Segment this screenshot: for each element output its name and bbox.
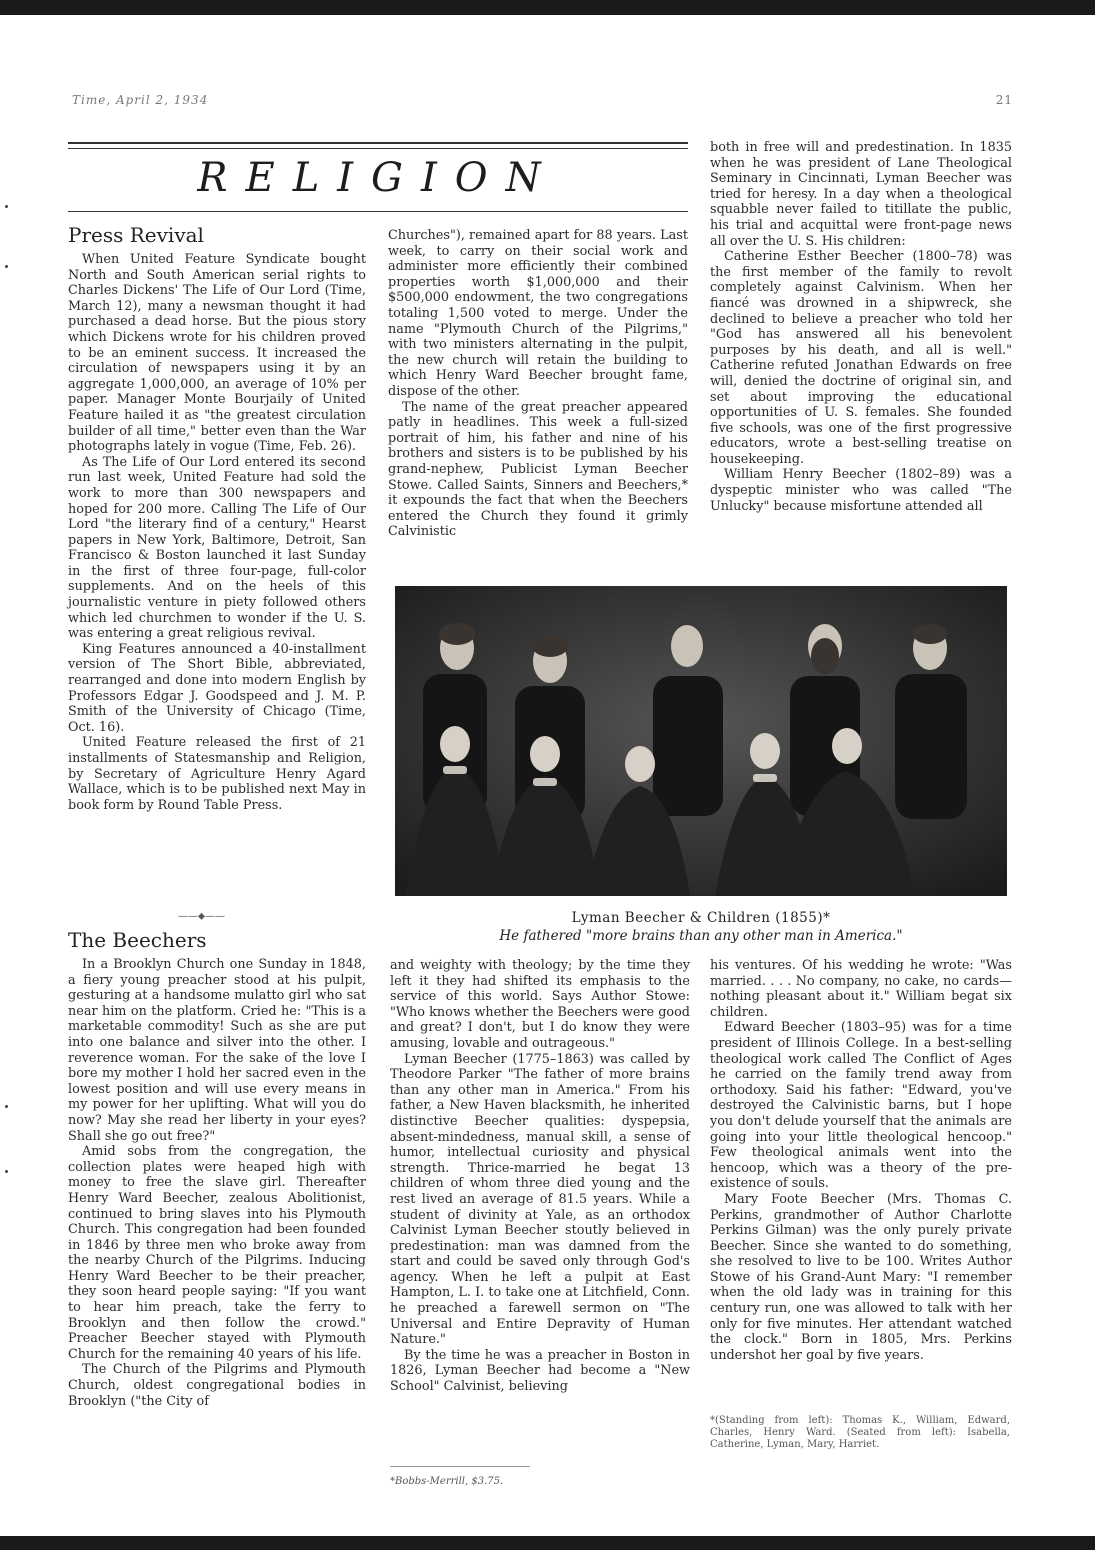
paragraph: As The Life of Our Lord entered its second run last week, United Feature had sold the work to more than 300 newspapers and hoped for 200 more. Calling The Life of Our Lord "the literary find of a century," Hearst papers in New York, Baltimore, Detroit, San Francisco & Boston launched it last Sunday in the first of three four-page, full-color supplements. And on the heels of this journalistic venture in piety followed others which led churchmen to wonder if the U. S. was entering a great religious revival. bbox=[68, 454, 366, 642]
paragraph: United Feature released the first of 21 installments of Statesmanship and Religion, by Secretary of Agriculture Henry Agard Wallace, which is to be published next May in book form by Round Table Press. bbox=[68, 735, 366, 813]
footnote-publisher: *Bobbs-Merrill, $3.75. bbox=[390, 1476, 504, 1487]
paragraph: Churches"), remained apart for 88 years. Last week, to carry on their social work and administer more efficiently their combined properties worth $1,000,000 and their $500,000 endowment, the two congregations totaling 1,500 voted to merge. Under the name "Plymouth Church of the Pilgrims," with two ministers alternating in the pulpit, the new church will retain the building to which Henry Ward Beecher brought fame, dispose of the other. bbox=[388, 228, 688, 399]
paragraph: his ventures. Of his wedding he wrote: "Was married. . . . No company, no cake, no cards—nothing pleasant about it." William begat six children. bbox=[710, 958, 1012, 1020]
photo-caption-quote: He fathered "more brains than any other man in America." bbox=[499, 928, 903, 944]
column-left-top bbox=[68, 224, 366, 813]
scan-top-border bbox=[0, 0, 1095, 15]
section-title: RELIGION bbox=[197, 155, 559, 201]
section-divider-ornament: ——⬥—— bbox=[178, 911, 225, 922]
paragraph: The Church of the Pilgrims and Plymouth Church, oldest congregational bodies in Brooklyn ("the City of bbox=[68, 1362, 366, 1409]
column-right-bottom bbox=[710, 958, 1012, 1363]
family-portrait-image bbox=[395, 586, 1007, 896]
paragraph: William Henry Beecher (1802–89) was a dyspeptic minister who was called "The Unlucky" because misfortune attended all bbox=[710, 467, 1012, 514]
paragraph: and weighty with theology; by the time they left it they had shifted its emphasis to the service of this world. Says Author Stowe: "Who knows whether the Beechers were good and great? I don't, but I do know they were amusing, lovable and outrageous." bbox=[390, 958, 690, 1051]
paragraph: Lyman Beecher (1775–1863) was called by Theodore Parker "The father of more brains than any other man in America." From his father, a New Haven blacksmith, he inherited distinctive Beecher qualities: dyspepsia, absent-mindedness, manual skill, a sense of humor, intellectual curiosity and physical strength. Thrice-married he begat 13 children of whom three died young and the rest lived an average of 81.5 years. While a student of divinity at Yale, as an orthodox Calvinist Lyman Beecher stoutly believed in predestination: man was damned from the start and could be saved only through God's agency. When he left a pulpit at East Hampton, L. I. to take one at Litchfield, Conn. he preached a farewell sermon on "The Universal and Entire Depravity of Human Nature." bbox=[390, 1051, 690, 1348]
paragraph: When United Feature Syndicate bought North and South American serial rights to Charles Dickens' The Life of Our Lord (Time, March 12), many a newsman thought it had purchased a dead horse. But the pious story which Dickens wrote for his children proved to be an eminent success. It increased the circulation of newspapers using it by an aggregate 1,000,000, an average of 10% per paper. Manager Monte Bourjaily of United Feature hailed it as "the greatest circulation builder of all time," better even than the War photographs lately in vogue (Time, Feb. 26). bbox=[68, 252, 366, 455]
photo-caption-title: Lyman Beecher & Children (1855)* bbox=[571, 910, 831, 926]
page-number: 21 bbox=[995, 93, 1013, 107]
margin-mark bbox=[5, 265, 8, 268]
running-header-date: Time, April 2, 1934 bbox=[72, 93, 209, 107]
margin-mark bbox=[5, 1170, 8, 1173]
column-middle-bottom bbox=[390, 958, 690, 1395]
section-rule-top-thin bbox=[68, 148, 688, 149]
column-left-bottom bbox=[68, 929, 366, 1409]
paragraph: Amid sobs from the congregation, the collection plates were heaped high with money to free the slave girl. Thereafter Henry Ward Beecher, zealous Abolitionist, continued to bring slaves into his Plymouth Church. This congregation had been founded in 1846 by three men who broke away from the nearby Church of the Pilgrims. Inducing Henry Ward Beecher to be their preacher, they soon heard people saying: "If you want to hear him preach, take the ferry to Brooklyn and then follow the crowd." Preacher Beecher stayed with Plymouth Church for the remaining 40 years of his life. bbox=[68, 1144, 366, 1362]
margin-mark bbox=[5, 205, 8, 208]
headline-the-beechers: The Beechers bbox=[68, 928, 207, 952]
section-rule-top bbox=[68, 142, 688, 144]
footnote-photo-identification: *(Standing from left): Thomas K., William, Edward, Charles, Henry Ward. (Seated from left): Isabella, Catherine, Lyman, Mary, Harriet. bbox=[710, 1415, 1010, 1450]
footnote-rule bbox=[390, 1466, 530, 1467]
paragraph: King Features announced a 40-installment version of The Short Bible, abbreviated, rearranged and done into modern English by Professors Edgar J. Goodspeed and J. M. P. Smith of the University of Chicago (Time, Oct. 16). bbox=[68, 641, 366, 735]
section-rule-bottom bbox=[68, 211, 688, 212]
column-right-top bbox=[710, 140, 1012, 514]
paragraph: The name of the great preacher appeared patly in headlines. This week a full-sized portrait of him, his father and nine of his brothers and sisters is to be published by his grand-nephew, Publicist Lyman Beecher Stowe. Called Saints, Sinners and Beechers,* it expounds the fact that when the Beechers entered the Church they found it grimly Calvinistic bbox=[388, 399, 688, 540]
margin-mark bbox=[5, 1105, 8, 1108]
paragraph: Edward Beecher (1803–95) was for a time president of Illinois College. In a best-selling theological work called The Conflict of Ages he carried on the family trend away from orthodoxy. Said his father: "Edward, you've destroyed the Calvinistic barns, but I hope you don't delude yourself that the animals are going into your little theological hencoop." Few theological animals went into the hencoop, which was a theory of the pre-existence of souls. bbox=[710, 1020, 1012, 1192]
paragraph: In a Brooklyn Church one Sunday in 1848, a fiery young preacher stood at his pulpit, gesturing at a handsome mulatto girl who sat near him on the platform. Cried he: "This is a marketable commodity! Such as she are put into one balance and silver into the other. I reverence woman. For the sake of the love I bore my mother I hold her sacred even in the lowest position and will use every means in my power for her uplifting. What will you do now? May she read her liberty in your eyes? Shall she go out free?" bbox=[68, 957, 366, 1144]
column-middle-top bbox=[388, 228, 688, 540]
paragraph: Mary Foote Beecher (Mrs. Thomas C. Perkins, grandmother of Author Charlotte Perkins Gilman) was the only purely private Beecher. Since she wanted to do something, she resolved to live to be 100. Writes Author Stowe of his Grand-Aunt Mary: "I remember when the old lady was in training for this century run, one was allowed to talk with her only for five minutes. Her attendant watched the clock." Born in 1805, Mrs. Perkins undershot her goal by five years. bbox=[710, 1191, 1012, 1363]
headline-press-revival: Press Revival bbox=[68, 223, 204, 247]
scan-bottom-border bbox=[0, 1536, 1095, 1550]
paragraph: By the time he was a preacher in Boston in 1826, Lyman Beecher had become a "New School" Calvinist, believing bbox=[390, 1347, 690, 1395]
paragraph: both in free will and predestination. In 1835 when he was president of Lane Theological Seminary in Cincinnati, Lyman Beecher was tried for heresy. In a day when a theological squabble never failed to titillate the public, his trial and acquittal were front-page news all over the U. S. His children: bbox=[710, 140, 1012, 249]
beecher-family-photograph bbox=[395, 586, 1007, 896]
paragraph: Catherine Esther Beecher (1800–78) was the first member of the family to revolt completely against Calvinism. When her fiancé was drowned in a shipwreck, she declined to believe a preacher who told her "God has answered all his benevolent purposes by his death, and all is well." Catherine refuted Jonathan Edwards on free will, denied the doctrine of original sin, and set about improving the educational opportunities of U. S. females. She founded five schools, was one of the first progressive educators, wrote a best-selling treatise on housekeeping. bbox=[710, 249, 1012, 467]
